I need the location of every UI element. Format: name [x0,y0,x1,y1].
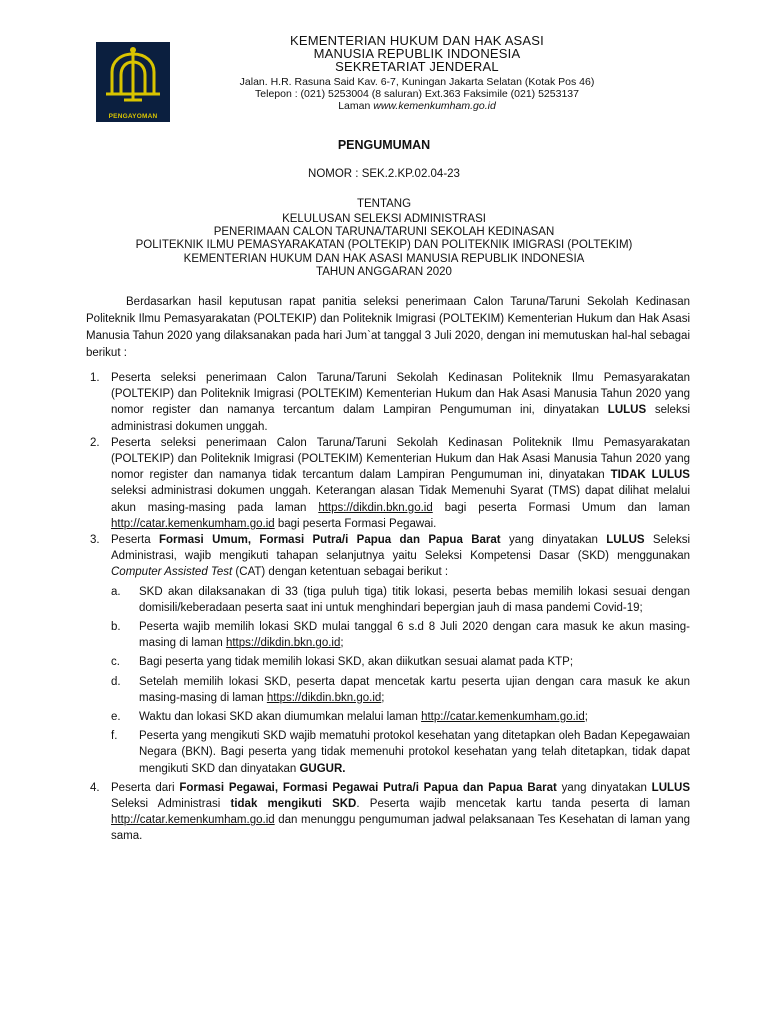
sub-item-text: Waktu dan lokasi SKD akan diumumkan melalui laman [139,711,422,724]
item-text: Peserta seleksi penerimaan Calon Taruna/Taruni Sekolah Kedinasan Politeknik Ilmu Pemasyarakatan (POLTEKIP) dan Politeknik Imigrasi (POLTEKIM) Kementerian Hukum dan Hak Asasi Manusia Tahun 2020 yang nomor register dan namanya tercantum dalam Lampiran Pengumuman ini, dinyatakan [111,372,690,417]
org-line-3: SEKRETARIAT JENDERAL [335,59,499,74]
sub-item-label: f. [111,730,118,743]
item-text: seleksi administrasi dokumen unggah. Keterangan alasan Tidak Memenuhi Syarat (TMS) dapat dilihat melalui akun masing-masing pada laman [111,485,690,514]
item-text: yang dinyatakan [556,781,652,794]
sub-item-text: ; [584,711,588,724]
sub-list-item [111,674,690,706]
sub-list-item [111,654,690,670]
subject-line: PENERIMAAN CALON TARUNA/TARUNI SEKOLAH KEDINASAN [213,226,555,239]
formation-names: Formasi Pegawai, Formasi Pegawai Putra/i Papua dan Papua Barat [179,781,557,794]
intro-paragraph: Berdasarkan hasil keputusan rapat panitia seleksi penerimaan Calon Taruna/Taruni Sekolah Kedinasan Politeknik Ilmu Pemasyarakatan (POLTEKIP) dan Politeknik Imigrasi (POLTEKIM) Kementerian Hukum dan Hak Asasi Manusia Tahun 2020 yang dilaksanakan pada hari Jum`at tanggal 3 Juli 2020, dengan ini memutuskan hal-hal sebagai berikut : [86,296,690,359]
catar-link[interactable]: http://catar.kemenkumham.go.id [111,814,275,827]
letterhead [96,34,736,134]
document-number: NOMOR : SEK.2.KP.02.04-23 [308,168,460,180]
item-text: seleksi administrasi dokumen unggah. [111,404,690,433]
sub-item-text: Bagi peserta yang tidak memilih lokasi SKD, akan diikutkan sesuai alamat pada KTP; [139,656,574,669]
catar-link[interactable]: http://catar.kemenkumham.go.id [421,711,585,724]
org-phone: Telepon : (021) 5253004 (8 saluran) Ext.363 Faksimile (021) 5253137 [255,88,579,100]
sub-item-text: Setelah memilih lokasi SKD, peserta dapat mencetak kartu peserta ujian dengan cara masuk ke akun masing-masing di laman [139,675,690,704]
sub-list-item [111,709,690,725]
item-text: Seleksi Administrasi, wajib mengikuti tahapan selanjutnya yaitu Seleksi Kompetensi Dasar (SKD) menggunakan [111,534,691,563]
status-disqualified: GUGUR. [299,762,346,775]
document-about: TENTANG [356,198,412,210]
sub-item-label: d. [111,675,121,688]
logo-label: PENGAYOMAN [108,113,158,120]
list-item [86,780,690,845]
catar-link[interactable]: http://catar.kemenkumham.go.id [111,517,275,530]
subject-line: KEMENTERIAN HUKUM DAN HAK ASASI MANUSIA REPUBLIK INDONESIA [183,252,585,265]
cat-term: Computer Assisted Test [111,566,233,579]
formation-names: Formasi Umum, Formasi Putra/i Papua dan Papua Barat [159,534,501,547]
dikdin-link[interactable]: https://dikdin.bkn.go.id [266,691,382,704]
sub-item-text: Peserta yang mengikuti SKD wajib mematuhi protokol kesehatan yang ditetapkan oleh Badan Kepegawaian Negara (BKN). Bagi peserta yang tidak memenuhi protokol kesehatan yang telah ditetapkan, tidak dapat mengikuti SKD dan dinyatakan [139,730,690,775]
item-text: bagi peserta Formasi Umum dan laman [432,501,690,514]
skd-exemption: tidak mengikuti SKD [230,798,357,811]
sub-list-item [111,728,690,777]
decision-list [86,370,690,845]
ministry-logo [96,42,170,122]
item-number: 2. [90,436,100,449]
sub-item-label: b. [111,621,121,634]
sub-item-label: e. [111,711,121,724]
sub-item-text: ; [381,691,385,704]
item-text: dan menunggu pengumuman jadwal pelaksanaan Tes Kesehatan di laman yang sama. [111,814,690,843]
item-text: (CAT) dengan ketentuan sebagai berikut : [232,566,449,579]
dikdin-link[interactable]: https://dikdin.bkn.go.id [318,501,433,514]
subject-line: POLITEKNIK ILMU PEMASYARAKATAN (POLTEKIP) DAN POLITEKNIK IMIGRASI (POLTEKIM) [135,239,633,252]
document-subject [0,213,768,279]
org-line-2: MANUSIA REPUBLIK INDONESIA [313,46,521,61]
item-number: 1. [90,372,100,384]
status-pass: LULUS [651,781,691,794]
subject-line: TAHUN ANGGARAN 2020 [316,265,452,278]
sub-list-item [111,619,690,651]
org-line-1: KEMENTERIAN HUKUM DAN HAK ASASI [290,33,544,48]
dikdin-link[interactable]: https://dikdin.bkn.go.id [225,637,341,650]
item-number: 3. [90,534,100,547]
item-number: 4. [90,781,100,794]
subject-line: KELULUSAN SELEKSI ADMINISTRASI [282,213,486,225]
organization-block [192,34,642,112]
status-pass: LULUS [607,404,647,417]
list-item [86,370,690,435]
list-item [86,532,690,777]
status-fail: TIDAK LULUS [610,469,690,482]
org-website-line [192,100,642,112]
org-address: Jalan. H.R. Rasuna Said Kav. 6-7, Kuningan Jakarta Selatan (Kotak Pos 46) [239,76,595,88]
sub-item-label: a. [111,585,121,598]
item-text: yang dinyatakan [500,534,607,547]
pengayoman-tree-icon [96,42,170,112]
website-link[interactable]: www.kemenkumham.go.id [373,100,496,112]
item-text: Seleksi Administrasi [111,798,231,811]
sub-item-text: ; [340,637,344,650]
item-text: Peserta seleksi penerimaan Calon Taruna/Taruni Sekolah Kedinasan Politeknik Ilmu Pemasyarakatan (POLTEKIP) dan Politeknik Imigrasi (POLTEKIM) Kementerian Hukum dan Hak Asasi Manusia Tahun 2020 yang nomor register dan namanya tidak tercantum dalam Lampiran Pengumuman ini, dinyatakan [111,436,690,482]
item-text: Peserta dari [111,781,180,794]
status-pass: LULUS [606,534,645,547]
item-text: bagi peserta Formasi Pegawai. [274,517,437,530]
item-text: Peserta [111,534,159,547]
document-title: PENGUMUMAN [337,138,431,152]
sub-item-text: SKD akan dilaksanakan di 33 (tiga puluh tiga) titik lokasi, peserta bebas memilih lokasi sesuai dengan domisili/keberadaan peserta saat ini untuk menghindari bepergian jauh di masa pandemi Covid-19; [139,585,690,614]
website-label: Laman [338,100,371,112]
sub-item-text: Peserta wajib memilih lokasi SKD mulai tanggal 6 s.d 8 Juli 2020 dengan cara masuk ke akun masing-masing di laman [139,621,690,650]
list-item [86,435,690,532]
skd-conditions-list [111,584,690,777]
sub-list-item [111,584,690,616]
sub-item-label: c. [111,656,120,669]
item-text: . Peserta wajib mencetak kartu tanda peserta di laman [356,798,690,811]
